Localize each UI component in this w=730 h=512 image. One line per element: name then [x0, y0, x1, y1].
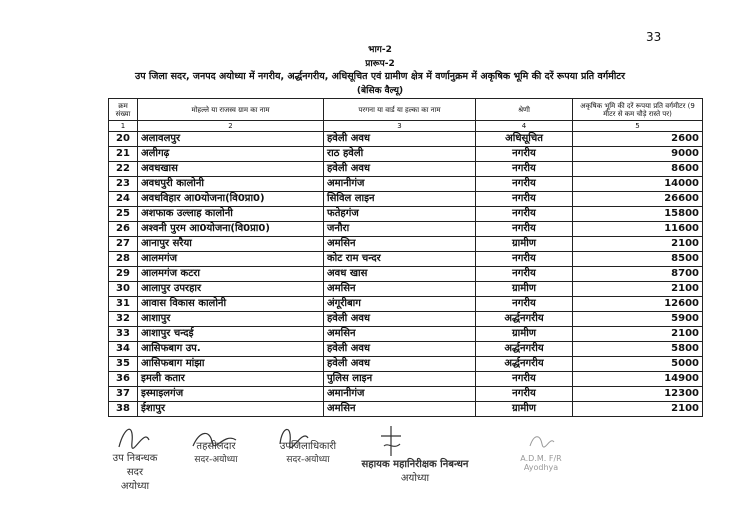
- row-category: नगरीय: [476, 267, 573, 282]
- row-rate: 9000: [573, 147, 703, 162]
- table-row: [109, 357, 703, 372]
- row-locality: अवधखास: [138, 162, 324, 177]
- table-row: [109, 207, 703, 222]
- row-rate: 14000: [573, 177, 703, 192]
- row-rate: 8600: [573, 162, 703, 177]
- col-index: 1: [109, 121, 138, 132]
- row-serial: 23: [109, 177, 138, 192]
- row-ward: सिविल लाइन: [324, 192, 476, 207]
- row-serial: 22: [109, 162, 138, 177]
- row-rate: 5000: [573, 357, 703, 372]
- signature-office: सदर: [126, 467, 144, 478]
- row-locality: आसिफबाग उप.: [138, 342, 324, 357]
- row-ward: अंगूरीबाग: [324, 297, 476, 312]
- signature-scrawl: [114, 422, 154, 452]
- signature-scrawl: [376, 424, 406, 458]
- row-category: ग्रामीण: [476, 327, 573, 342]
- signature-title: उपजिलाधिकारी: [279, 441, 337, 452]
- col-index: 5: [573, 121, 703, 132]
- table-row: [109, 267, 703, 282]
- table-row: [109, 327, 703, 342]
- row-rate: 5900: [573, 312, 703, 327]
- row-ward: अमसिन: [324, 237, 476, 252]
- row-category: नगरीय: [476, 177, 573, 192]
- signature-title: तहसीलदार: [196, 441, 236, 452]
- row-category: नगरीय: [476, 207, 573, 222]
- col-header-ward: परगना या वार्ड या हल्का का नाम: [324, 99, 476, 121]
- signature-tehsildar: [176, 434, 256, 465]
- row-category: अर्द्धनगरीय: [476, 342, 573, 357]
- col-header-rate: अकृषिक भूमि की दरें रूपया प्रति वर्गमीटर (9 मीटर से कम चौड़े रास्ते पर): [573, 99, 703, 121]
- row-serial: 37: [109, 387, 138, 402]
- row-ward: अमसिन: [324, 282, 476, 297]
- col-header-category: श्रेणी: [476, 99, 573, 121]
- row-serial: 20: [109, 132, 138, 147]
- row-ward: अमसिन: [324, 327, 476, 342]
- row-ward: हवेली अवध: [324, 342, 476, 357]
- table-row: [109, 192, 703, 207]
- row-category: नगरीय: [476, 297, 573, 312]
- signature-adm-fr: [506, 440, 576, 472]
- row-category: नगरीय: [476, 387, 573, 402]
- row-rate: 8500: [573, 252, 703, 267]
- row-locality: आलमगंज कटरा: [138, 267, 324, 282]
- signature-place: सदर-अयोध्या: [194, 455, 238, 465]
- row-locality: अलावलपुर: [138, 132, 324, 147]
- signature-place: सदर-अयोध्या: [286, 455, 330, 465]
- row-ward: जनौरा: [324, 222, 476, 237]
- row-category: नगरीय: [476, 222, 573, 237]
- row-serial: 31: [109, 297, 138, 312]
- row-category: नगरीय: [476, 192, 573, 207]
- row-locality: आसिफबाग मांझा: [138, 357, 324, 372]
- row-rate: 5800: [573, 342, 703, 357]
- row-locality: आलापुर उपरहार: [138, 282, 324, 297]
- row-ward: हवेली अवध: [324, 132, 476, 147]
- row-serial: 27: [109, 237, 138, 252]
- row-serial: 34: [109, 342, 138, 357]
- row-serial: 24: [109, 192, 138, 207]
- table-row: [109, 402, 703, 417]
- row-category: नगरीय: [476, 162, 573, 177]
- signature-scrawl: [526, 430, 556, 450]
- row-rate: 2100: [573, 282, 703, 297]
- signature-place: अयोध्या: [120, 481, 150, 492]
- row-serial: 29: [109, 267, 138, 282]
- row-serial: 32: [109, 312, 138, 327]
- table-row: [109, 147, 703, 162]
- row-category: नगरीय: [476, 147, 573, 162]
- table-row: [109, 372, 703, 387]
- row-rate: 14900: [573, 372, 703, 387]
- row-ward: अमसिन: [324, 402, 476, 417]
- row-category: ग्रामीण: [476, 282, 573, 297]
- row-ward: हवेली अवध: [324, 312, 476, 327]
- page-number: 33: [646, 30, 662, 44]
- col-index: 4: [476, 121, 573, 132]
- form-heading: प्रारूप-2: [365, 59, 395, 69]
- row-locality: अश्वनी पुरम आ0योजना(वि0प्रा0): [138, 222, 324, 237]
- row-locality: आलमगंज: [138, 252, 324, 267]
- row-ward: राठ हवेली: [324, 147, 476, 162]
- table-row: [109, 177, 703, 192]
- table-row: [109, 222, 703, 237]
- row-locality: आनापुर सरैया: [138, 237, 324, 252]
- table-row: [109, 297, 703, 312]
- row-category: नगरीय: [476, 252, 573, 267]
- row-serial: 25: [109, 207, 138, 222]
- row-category: अर्द्धनगरीय: [476, 357, 573, 372]
- row-locality: इस्माइलगंज: [138, 387, 324, 402]
- signature-sub-registrar: [100, 424, 170, 492]
- row-rate: 2600: [573, 132, 703, 147]
- document-title: उप जिला सदर, जनपद अयोध्या में नगरीय, अर्द्धनगरीय, अधिसूचित एवं ग्रामीण क्षेत्र में वर्णानुक्रम में अकृषिक भूमि की दरें रूपया प्रति वर्गमीटर: [135, 71, 625, 82]
- row-locality: अवधपुरी कालोनी: [138, 177, 324, 192]
- row-locality: अवधविहार आ0योजना(वि0प्रा0): [138, 192, 324, 207]
- table-row: [109, 162, 703, 177]
- row-rate: 2100: [573, 237, 703, 252]
- row-category: अधिसूचित: [476, 132, 573, 147]
- signature-title: सहायक महानिरीक्षक निबन्धन: [361, 459, 469, 470]
- row-rate: 2100: [573, 402, 703, 417]
- row-serial: 33: [109, 327, 138, 342]
- signature-title: उप निबन्धक: [112, 453, 158, 464]
- row-locality: आशापुर चन्दई: [138, 327, 324, 342]
- signature-sdm: [264, 430, 352, 465]
- row-locality: आशापुर: [138, 312, 324, 327]
- row-ward: फतेहगंज: [324, 207, 476, 222]
- row-serial: 30: [109, 282, 138, 297]
- table-row: [109, 132, 703, 147]
- table-row: [109, 342, 703, 357]
- row-locality: ईशापुर: [138, 402, 324, 417]
- row-rate: 12300: [573, 387, 703, 402]
- signature-place: अयोध्या: [400, 473, 430, 484]
- row-serial: 36: [109, 372, 138, 387]
- signature-aig-registration: [340, 440, 490, 484]
- table-row: [109, 237, 703, 252]
- row-rate: 15800: [573, 207, 703, 222]
- table-row: [109, 252, 703, 267]
- row-category: ग्रामीण: [476, 402, 573, 417]
- column-index-row: [109, 121, 703, 132]
- row-ward: हवेली अवध: [324, 162, 476, 177]
- document-subtitle: (बेसिक वैल्यू): [356, 86, 404, 96]
- row-locality: अलीगढ़: [138, 147, 324, 162]
- row-locality: इमली कतार: [138, 372, 324, 387]
- row-serial: 21: [109, 147, 138, 162]
- row-serial: 38: [109, 402, 138, 417]
- row-ward: कोट राम चन्दर: [324, 252, 476, 267]
- table-row: [109, 387, 703, 402]
- row-category: नगरीय: [476, 372, 573, 387]
- signature-place: Ayodhya: [523, 463, 559, 472]
- table-row: [109, 312, 703, 327]
- row-ward: हवेली अवध: [324, 357, 476, 372]
- row-rate: 12600: [573, 297, 703, 312]
- signature-title: A.D.M. F/R: [520, 454, 562, 463]
- col-index: 3: [324, 121, 476, 132]
- col-header-locality: मोहल्ले या राजस्व ग्राम का नाम: [138, 99, 324, 121]
- row-serial: 28: [109, 252, 138, 267]
- row-rate: 11600: [573, 222, 703, 237]
- table-header-row: [109, 99, 703, 121]
- row-rate: 26600: [573, 192, 703, 207]
- table-row: [109, 282, 703, 297]
- row-locality: आवास विकास कालोनी: [138, 297, 324, 312]
- row-ward: अमानीगंज: [324, 387, 476, 402]
- row-ward: अमानीगंज: [324, 177, 476, 192]
- rates-table: [108, 98, 703, 417]
- signature-scrawl: [274, 422, 314, 448]
- row-ward: अवध खास: [324, 267, 476, 282]
- row-rate: 8700: [573, 267, 703, 282]
- signature-scrawl: [190, 428, 240, 454]
- row-ward: पुलिस लाइन: [324, 372, 476, 387]
- part-heading: भाग-2: [368, 45, 392, 55]
- row-rate: 2100: [573, 327, 703, 342]
- col-header-serial: क्रम संख्या: [109, 99, 138, 121]
- row-serial: 35: [109, 357, 138, 372]
- col-index: 2: [138, 121, 324, 132]
- row-category: ग्रामीण: [476, 237, 573, 252]
- row-locality: अशफाक उल्लाह कालोनी: [138, 207, 324, 222]
- row-category: अर्द्धनगरीय: [476, 312, 573, 327]
- row-serial: 26: [109, 222, 138, 237]
